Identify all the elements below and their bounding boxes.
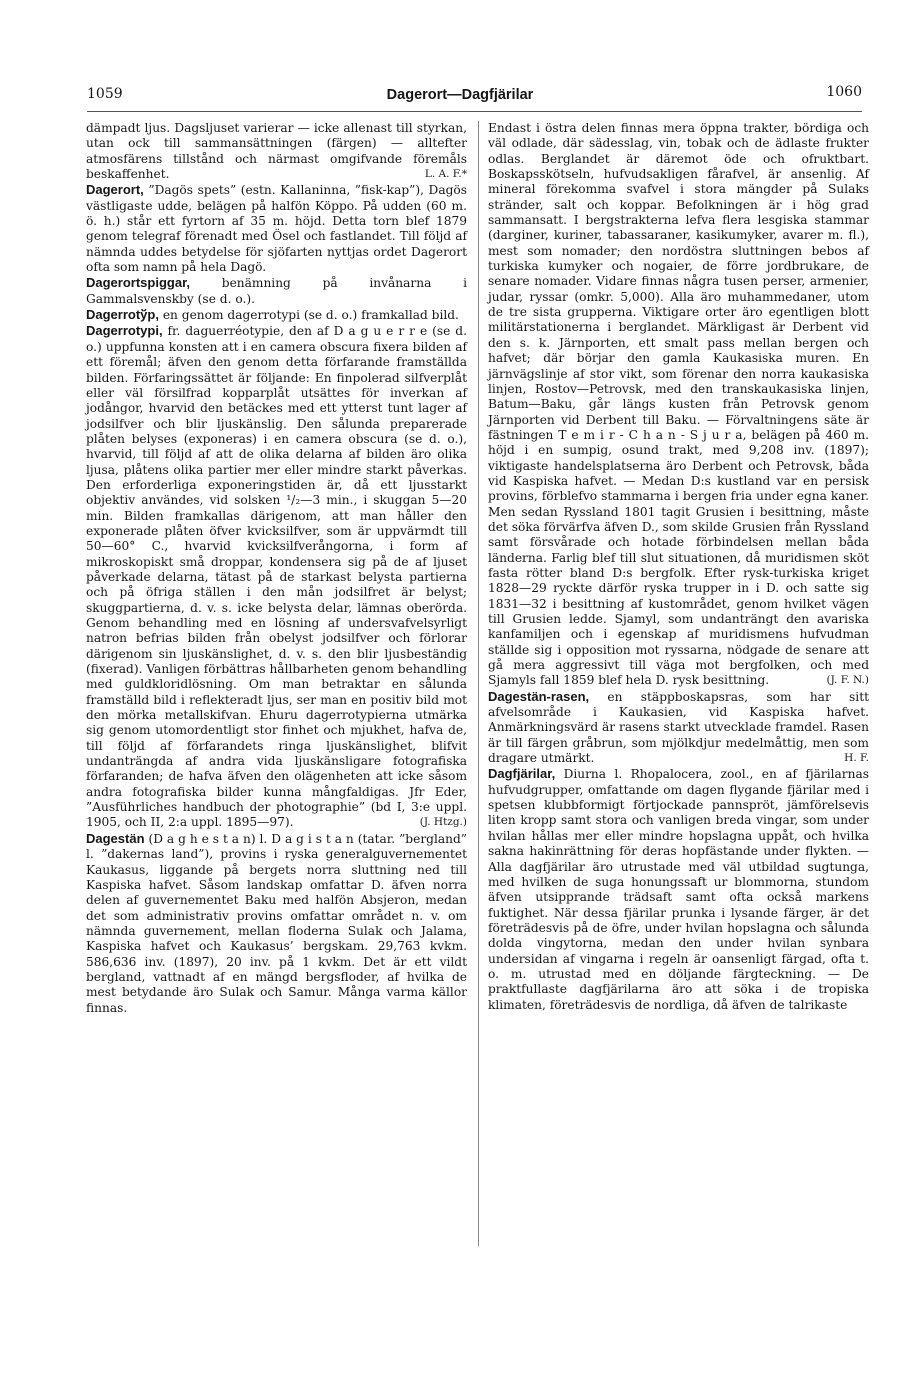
signature: (J. Htzg.) (419, 816, 467, 829)
headword: Dagestän-rasen, (488, 688, 590, 704)
right-column (488, 121, 869, 1013)
entry (86, 307, 467, 323)
entry-text: fr. daguerréotypie, den af D a g u e r r e (se d. o.) uppfunna konsten att i en camera obscura fixera bilden af ett föremål; äfven den genom detta förfarande framställda bilden. Förfaringssättet är följande: En finpolerad silfverplåt eller väl försilfrad kopparplåt utsättes för inverkan af jodångor, hvarvid den betäckes med ett ytterst tunt lager af jodsilfver och blir ljuskänslig. Den sålunda preparerade plåten belyses (exponeras) i en camera obscura (se d. o.), hvarvid, till följd af att de olika delarna af bilden äro olika ljusa, plåtens olika partier mer eller mindre starkt påverkas. Den erforderliga exponeringstiden är, då ett ljusstarkt objektiv användes, vid solsken ¹/₂—3 min., i skuggan 5—20 min. Bilden framkallas därigenom, att man håller den exponerade plåten öfver kvicksilfver, som är uppvärmdt till 50—60° C., hvarvid kvicksilfverångorna, i form af mikroskopiskt små droppar, kondensera sig på de af ljuset påverkade delarna, tätast på de starkast belysta partierna och på öfriga ställen i den mån jodsilfret är belyst; skuggpartierna, d. v. s. icke belysta delar, lämnas oberörda. Genom behandling med en lösning af undersvafvelsyrligt natron befrias bilden från obelyst jodsilfver och förlorar därigenom sin ljuskänslighet, d. v. s. den blir ljusbeständig (fixerad). Vanligen förbättras hållbarheten genom behandling med guldkloridlösning. Om man betraktar en sålunda framställd bild i reflekteradt ljus, ser man en positiv bild mot den mörka metallskifvan. Ehuru dagerrotypierna utmärka sig genom utomordentligt stor finhet och mjukhet, hafva de, till följd af förfarandets ringa ljuskänslighet, blifvit undanträngda af andra vida ljuskänsligare fotografiska förfaranden; de hafva äfven den olägenheten att icke såsom andra fotografiska bilder kunna mångfaldigas. Jfr Eder, ”Ausführliches handbuch der photographie” (bd I, 3:e uppl. 1905, och II, 2:a uppl. 1895—97). (86, 324, 468, 830)
running-title: Dagerort—Dagfjärilar (386, 87, 534, 103)
entry-text: en stäppboskapsras, som har sitt afvelsområde i Kaukasien, vid Kaspiska hafvet. Anmärkningsvärd är rasens starkt utvecklade framdel. Rasen är till färgen gråbrun, som mjölkdjur medelmåttig, men som dragare utmärkt. (488, 689, 869, 766)
entry (488, 766, 869, 1013)
entry-text: benämning på invånarna i Gammalsvenskby (se d. o.). (86, 276, 467, 306)
headword: Dagestän (86, 830, 145, 846)
page-number-right: 1060 (826, 84, 862, 100)
body-text: Endast i östra delen finnas mera öppna trakter, bördiga och väl odlade, där sädesslag, vin, tobak och de ädlaste frukter odlas. Berglandet är däremot öde och ofruktbart. Boskapsskötseln, hufvudsakligen fårafvel, är ansenlig. Af mineral förekomma svafvel i stora mängder på Sulaks stränder, salt och koppar. Befolkningen är i hög grad sammansatt. I bergstrakterna lefva flera lesgiska stammar (darginer, kuriner, tabassaraner, kasikumyker, avarer m. fl.), mest som nomader; den nordöstra sluttningen bebos af turkiska kumyker och nogaier, de förre jordbrukare, de senare nomader. Vidare finnas några tusen perser, armenier, judar, ryssar (omkr. 5,000). Alla äro muhammedaner, utom de tre sista grupperna. Viktigare orter äro egentligen blott militärstationerna i berglandet. Märkligast är Derbent vid den s. k. Järnporten, ett smalt pass mellan bergen och hafvet; där börjar den gamla Kaukasiska muren. En järnvägslinje af stor vikt, som förenar den norra kaukasiska linjen, Rostov—Petrovsk, med den transkaukasiska linjen, Batum—Baku, går längs kusten från Petrovsk genom Järnporten vid Derbent till Baku. — Förvaltningens säte är fästningen T e m i r - C h a n - S j u r a, belägen på 460 m. höjd i en sumpig, osund trakt, med 9,208 inv. (1897); viktigaste handelsplatserna äro Derbent och Petrovsk, båda vid Kaspiska hafvet. — Medan D:s kustland var en persisk provins, förblefvo stammarna i bergen fria under egna kaner. Men sedan Ryssland 1801 tagit Grusien i besittning, måste det söka förvärfva äfven D., som skilde Grusien från Ryssland samt försvårade och hotade förbindelsen mellan båda länderna. Farlig blef till slut situationen, då muridismen sköt fasta rötter bland D:s bergfolk. Efter rysk-turkiska kriget 1828—29 ryckte därför ryska trupper in i D. och satte sig 1831—32 i besittning af kustområdet, genom hvilket vägen till Grusien ledde. Sjamyl, som undanträngt den avariska kanfamiljen och i egenskap af muridismens hufvudman ställde sig i opposition mot ryssarna, nödgade de senare att gå mera aggressivt till väga mot bergfolken, och med Sjamyls fall 1859 blef hela D. rysk besittning. (488, 121, 869, 688)
headword: Dagfjärilar, (488, 766, 556, 782)
paragraph (488, 121, 869, 689)
entry (86, 323, 467, 830)
entry-text: (D a g h e s t a n) l. D a g i s t a n (tatar. ”bergland” l. ”dakernas land”), provins i ryska generalguvernementet Kaukasus, liggande på bergets norra sluttning ned till Kaspiska hafvet. Såsom landskap omfattar D. äfven norra delen af guvernementet Baku med halfön Absjeron, medan det som administrativ provins omfattar området n. v. om nämnda guvernement, mellan floderna Sulak och Jalama, Kaspiska hafvet och Kaukasus’ bergskam. 29,763 kvkm. 586,636 inv. (1897), 20 inv. på 1 kvkm. Det är ett vildt bergland, vattnadt af en mängd bergsfloder, af hvilka de mest betydande äro Sulak och Samur. Många varma källor finnas. (86, 831, 467, 1015)
entry (488, 689, 869, 767)
left-column (86, 121, 467, 1016)
header-rule (87, 111, 862, 112)
signature: (J. F. N.) (826, 674, 869, 687)
entry (86, 182, 467, 275)
paragraph (86, 121, 467, 182)
entry (86, 275, 467, 307)
body-text: dämpadt ljus. Dagsljuset varierar — icke allenast till styrkan, utan ock till sammansättningen (färgen) — alltefter atmosfärens tillstånd och närmast omgifvande föremåls beskaffenhet. (86, 121, 467, 182)
entry (86, 831, 467, 1016)
page-number-left: 1059 (87, 86, 123, 102)
headword: Dagerrotypi, (86, 323, 163, 339)
signature: H. F. (844, 752, 869, 765)
signature: L. A. F.* (424, 168, 467, 181)
entry-text: en genom dagerrotypi (se d. o.) framkallad bild. (158, 308, 459, 323)
headword: Dagerort, (86, 182, 144, 198)
headword: Dagerrotўp, (86, 307, 159, 323)
entry-text: Diurna l. Rhopalocera, zool., en af fjärilarnas hufvudgrupper, omfattande om dagen flygande fjärilar med i spetsen klubbformigt förtjockade pannspröt, jämförelsevis liten kropp samt stora och vanligen breda vingar, som under hvilan hållas mer eller mindre hopslagna uppåt, och hvilka sakna hakinrättning för deras hopfästande under flykten. — Alla dagfjärilar äro utrustade med väl utbildad sugtunga, med hvilken de suga honungssaft ur blommorna, stundom äfven utsipprande trädsaft samt ofta också markens fuktighet. När dessa fjärilar prunka i lysande färger, är det företrädesvis på de öfre, under hvilan hopslagna och sålunda dolda vingytorna, medan den under hvilan synbara undersidan af vingarna i regeln är oansenligt färgad, ofta t. o. m. utrustad med en döljande färgteckning. — De praktfullaste dagfjärilarna äro att söka i de tropiska klimaten, företrädesvis de nordliga, då äfven de talrikaste (488, 767, 869, 1012)
column-divider (478, 121, 479, 1246)
headword: Dagerortspiggar, (86, 275, 191, 291)
entry-text: ”Dagös spets” (estn. Kallaninna, ”fisk-kap”), Dagös västligaste udde, belägen på halfön Köppo. På udden (60 m. ö. h.) står ett fyrtorn af 35 m. höjd. Detta torn blef 1879 genom telegraf förenadt med Ösel och fastlandet. Till följd af nämnda uddes betydelse för sjöfarten nyttjas ordet Dagerort ofta som namn på hela Dagö. (86, 183, 467, 275)
